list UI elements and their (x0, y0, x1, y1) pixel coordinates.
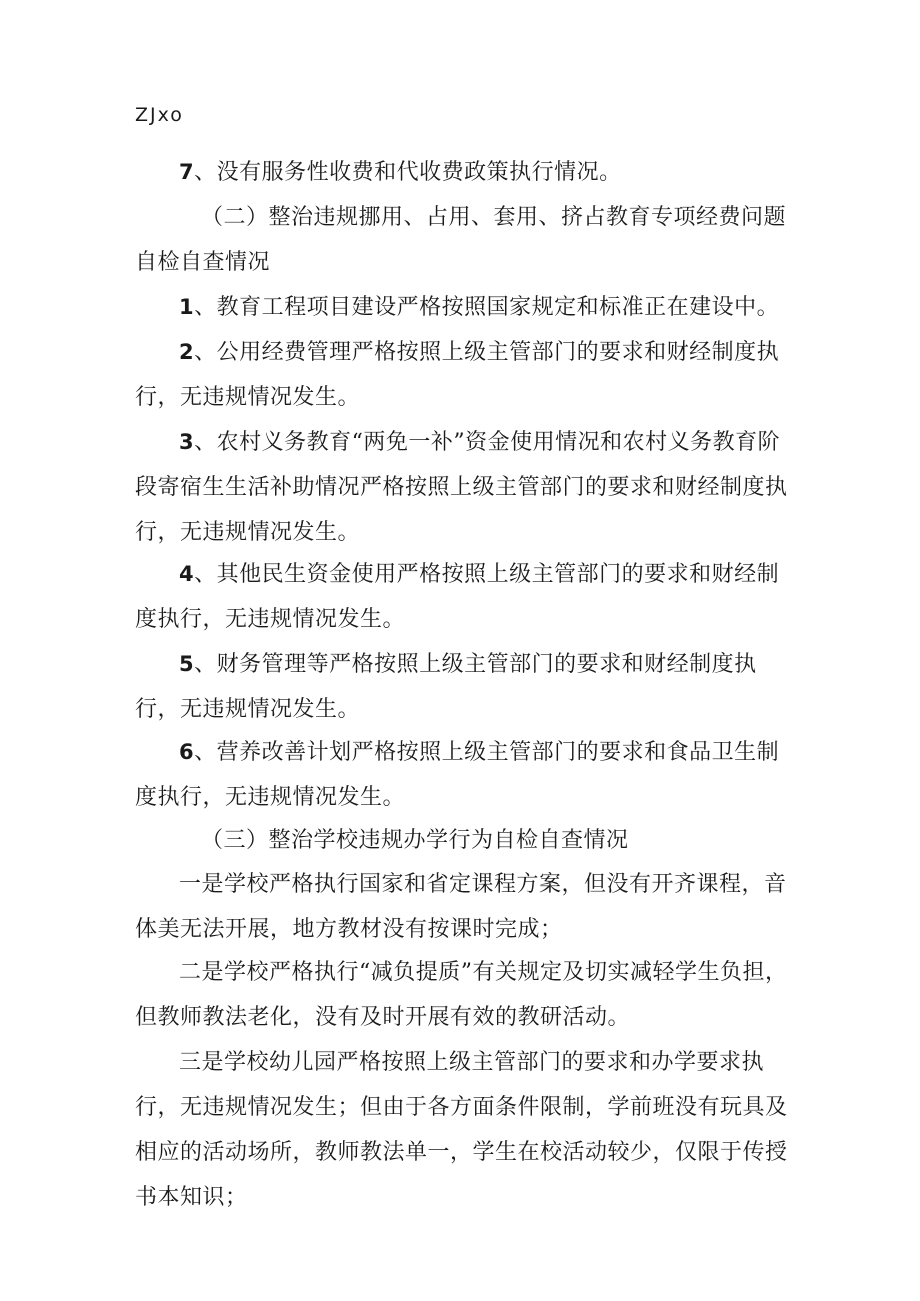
item-number: 6 (179, 740, 195, 764)
paragraph-third (135, 1040, 795, 1220)
paragraph-text: 一是学校严格执行国家和省定课程方案，但没有开齐课程，音体美无法开展，地方教材没有按课时完成； (135, 872, 787, 942)
section-heading-2 (135, 195, 795, 285)
paragraph-text: 三是学校幼儿园严格按照上级主管部门的要求和办学要求执行，无违规情况发生；但由于各方面条件限制，学前班没有玩具及相应的活动场所，教师教法单一，学生在校活动较少，仅限于传授书本知识； (135, 1050, 788, 1210)
item-number: 3 (179, 430, 195, 454)
text-fragment: ZJxo (135, 104, 184, 126)
paragraph-5 (135, 642, 795, 732)
paragraph-text: 、农村义务教育“两免一补”资金使用情况和农村义务教育阶段寄宿生生活补助情况严格按照上级主管部门的要求和财经制度执行，无违规情况发生。 (135, 430, 788, 545)
paragraph-text: 、营养改善计划严格按照上级主管部门的要求和食品卫生制度执行，无违规情况发生。 (135, 740, 780, 810)
paragraph-2 (135, 330, 795, 420)
paragraph-7 (135, 150, 795, 195)
paragraph-text: 二是学校严格执行“减负提质”有关规定及切实减轻学生负担，但教师教法老化，没有及时开展有效的教研活动。 (135, 960, 788, 1030)
paragraph-text: 、公用经费管理严格按照上级主管部门的要求和财经制度执行，无违规情况发生。 (135, 340, 780, 410)
paragraph-text: 、其他民生资金使用严格按照上级主管部门的要求和财经制度执行，无违规情况发生。 (135, 562, 780, 632)
item-number: 5 (179, 652, 195, 676)
item-number: 2 (179, 340, 195, 364)
paragraph-text: 、财务管理等严格按照上级主管部门的要求和财经制度执行，无违规情况发生。 (135, 652, 757, 722)
paragraph-second (135, 950, 795, 1040)
paragraph-1 (135, 285, 795, 330)
item-number: 7 (179, 160, 195, 184)
item-number: 1 (179, 295, 195, 319)
paragraph-text: （二）整治违规挪用、占用、套用、挤占教育专项经费问题自检自查情况 (135, 205, 787, 275)
paragraph-first (135, 862, 795, 952)
paragraph-4 (135, 552, 795, 642)
paragraph-6 (135, 730, 795, 820)
paragraph-text: 、没有服务性收费和代收费政策执行情况。 (194, 160, 622, 185)
paragraph-text: （三）整治学校违规办学行为自检自查情况 (201, 828, 629, 853)
item-number: 4 (179, 562, 195, 586)
paragraph-3 (135, 420, 795, 555)
paragraph-text: 、教育工程项目建设严格按照国家规定和标准正在建设中。 (194, 295, 780, 320)
section-heading-3 (135, 818, 795, 863)
